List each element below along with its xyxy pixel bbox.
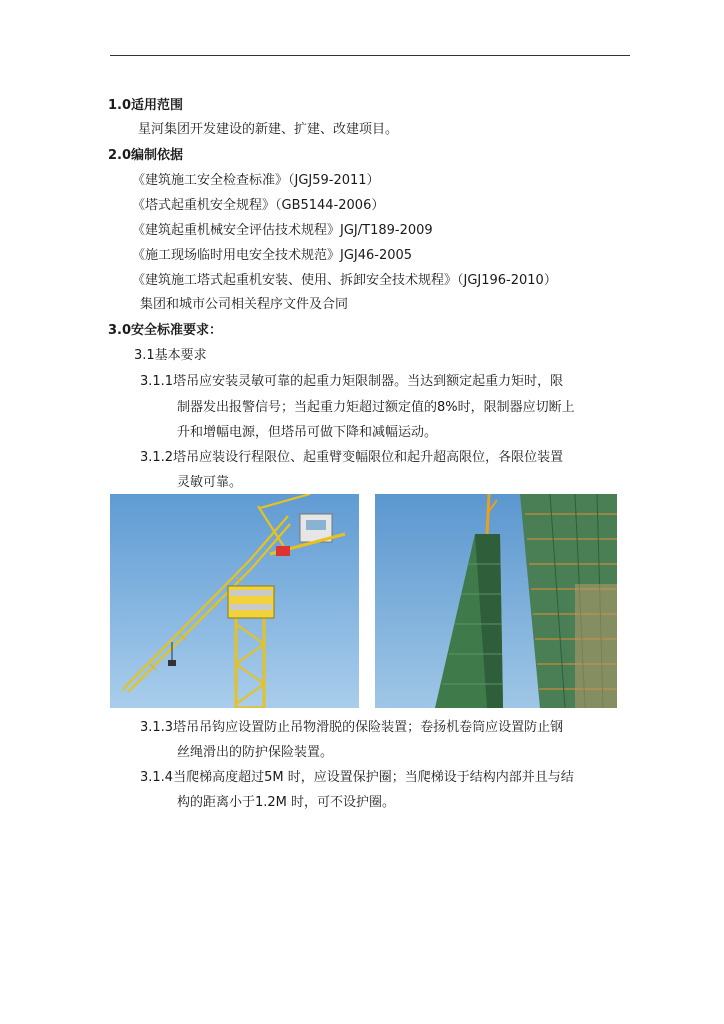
reference-item: 《建筑施工塔式起重机安装、使用、拆卸安全技术规程》（JGJ196-2010） [132,273,557,288]
reference-item: 《塔式起重机安全规程》（GB5144-2006） [132,198,385,213]
section-1-heading: 1.0适用范围 [108,98,184,113]
header-rule [110,55,630,56]
clause-3-1-3-line: 丝绳滑出的防护保险装置。 [177,745,334,760]
clause-3-1-1-line: 3.1.1塔吊应安装灵敏可靠的起重力矩限制器。当达到额定起重力矩时，限 [140,374,564,389]
clause-3-1-1-line: 制器发出报警信号；当起重力矩超过额定值的8%时，限制器应切断上 [177,400,575,415]
reference-item: 集团和城市公司相关程序文件及合同 [140,297,349,312]
clause-3-1-2-line: 3.1.2塔吊应装设行程限位、起重臂变幅限位和起升超高限位，各限位装置 [140,450,564,465]
reference-item: 《施工现场临时用电安全技术规范》JGJ46-2005 [132,248,413,263]
clause-3-1-4-line: 3.1.4当爬梯高度超过5M 时，应设置保护圈；当爬梯设于结构内部并且与结 [140,770,574,785]
tower-crane-photo [110,494,359,708]
clause-3-1-1-line: 升和增幅电源，但塔吊可做下降和减幅运动。 [177,425,438,440]
reference-item: 《建筑施工安全检查标准》（JGJ59-2011） [132,173,380,188]
section-2-heading: 2.0编制依据 [108,148,184,163]
section-3-heading: 3.0安全标准要求： [108,323,223,338]
clause-3-1-4-line: 构的距离小于1.2M 时，可不设护圈。 [177,795,396,810]
reference-item: 《建筑起重机械安全评估技术规程》JGJ/T189-2009 [132,223,433,238]
section-1-body: 星河集团开发建设的新建、扩建、改建项目。 [138,122,399,137]
clause-3-1-2-line: 灵敏可靠。 [177,475,243,490]
subsection-title: 3.1基本要求 [134,348,207,363]
building-construction-photo [375,494,617,708]
clause-3-1-3-line: 3.1.3塔吊吊钩应设置防止吊物滑脱的保险装置；卷扬机卷筒应设置防止钢 [140,720,564,735]
